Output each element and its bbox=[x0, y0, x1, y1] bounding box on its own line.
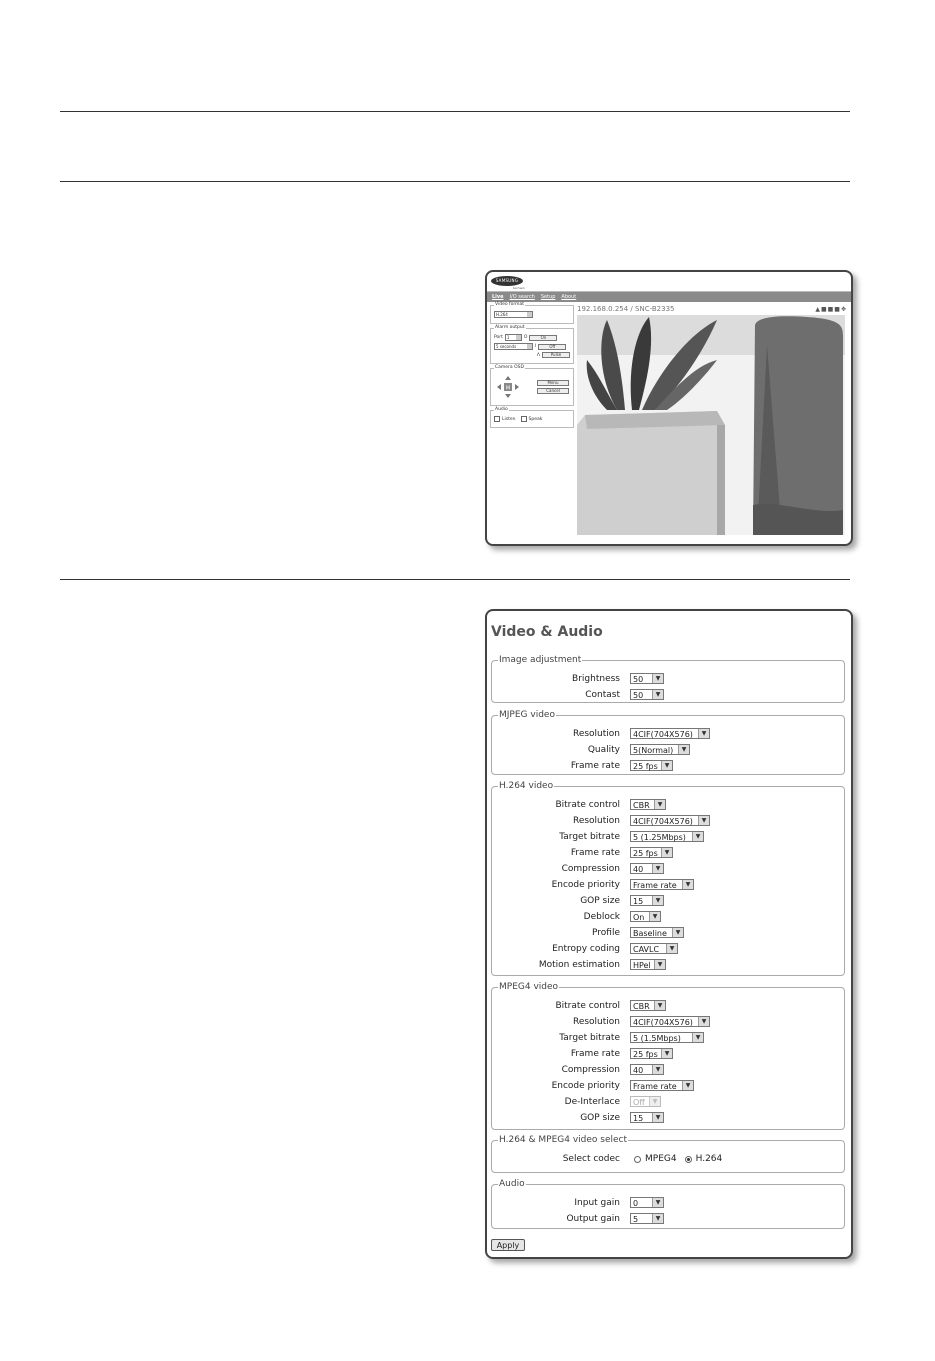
mpeg4-compression-value: 40 bbox=[633, 1066, 644, 1075]
h264-resolution-value: 4CIF(704X576) bbox=[633, 817, 693, 826]
h264-video-legend: H.264 video bbox=[499, 781, 554, 791]
live-video-image bbox=[577, 315, 845, 535]
h264-motion-estimation-label: Motion estimation bbox=[538, 960, 620, 970]
mpeg4-deinterlace-value: Off bbox=[633, 1098, 645, 1107]
alarm-off-button[interactable]: Off bbox=[538, 344, 566, 350]
osd-center-label: M bbox=[505, 385, 511, 392]
h264-gop-size-label: GOP size bbox=[580, 896, 620, 906]
rule-top bbox=[60, 111, 850, 112]
h264-target-bitrate-label: Target bitrate bbox=[559, 832, 620, 842]
mpeg4-encode-priority-value: Frame rate bbox=[633, 1082, 677, 1091]
h264-radio-label: H.264 bbox=[695, 1154, 723, 1164]
camera-address: 192.168.0.254 / SNC-B2335 bbox=[577, 305, 675, 313]
chevron-down-icon: ▼ bbox=[692, 1033, 703, 1042]
mpeg4-deinterlace-label: De-Interlace bbox=[564, 1097, 620, 1107]
port-label: Port bbox=[494, 335, 503, 340]
video-format-select[interactable]: H.264 bbox=[494, 311, 533, 318]
mjpeg-framerate-value: 25 fps bbox=[633, 762, 658, 771]
mjpeg-resolution-value: 4CIF(704X576) bbox=[633, 730, 693, 739]
fullscreen-icon[interactable]: ■ bbox=[834, 306, 841, 313]
chevron-down-icon: ▼ bbox=[652, 1198, 663, 1207]
video-audio-screenshot bbox=[485, 609, 853, 1259]
audio-settings-legend: Audio bbox=[499, 1179, 525, 1189]
mpeg4-gop-size-value: 15 bbox=[633, 1114, 644, 1123]
h264-profile-value: Baseline bbox=[633, 929, 667, 938]
h264-profile-select[interactable] bbox=[630, 927, 684, 938]
image-adjustment-legend: Image adjustment bbox=[499, 655, 582, 665]
video-format-group bbox=[490, 302, 574, 324]
page-title: Video & Audio bbox=[491, 624, 603, 640]
logo-subtitle: techwin bbox=[513, 286, 525, 290]
chevron-down-icon: ▼ bbox=[652, 674, 663, 683]
listen-label: Listen bbox=[502, 416, 516, 422]
h264-motion-estimation-select[interactable] bbox=[630, 959, 666, 970]
chevron-down-icon: ▼ bbox=[692, 832, 703, 841]
mjpeg-resolution-label: Resolution bbox=[572, 729, 620, 739]
mpeg4-gop-size-select[interactable] bbox=[630, 1112, 664, 1123]
h264-entropy-coding-select[interactable] bbox=[630, 943, 678, 954]
video-format-label: Video format bbox=[495, 302, 525, 307]
mpeg4-framerate-select[interactable] bbox=[630, 1048, 673, 1059]
chevron-down-icon: ▼ bbox=[654, 960, 665, 969]
chevron-down-icon: ▼ bbox=[652, 690, 663, 699]
chevron-down-icon: ▼ bbox=[698, 729, 709, 738]
viewer-toolbar-icons bbox=[815, 306, 847, 313]
mjpeg-video-group bbox=[491, 710, 845, 775]
camera-osd-group bbox=[490, 365, 574, 406]
off-state-icon: I bbox=[535, 344, 537, 349]
input-gain-value: 0 bbox=[633, 1199, 639, 1208]
chevron-down-icon: ▼ bbox=[652, 1113, 663, 1122]
duration-select[interactable]: 5 seconds bbox=[494, 343, 533, 350]
chevron-down-icon: ▼ bbox=[649, 1097, 660, 1106]
mpeg4-encode-priority-select[interactable] bbox=[630, 1080, 694, 1091]
h264-gop-size-select[interactable] bbox=[630, 895, 664, 906]
print-icon[interactable]: ■ bbox=[827, 306, 835, 313]
nav-live[interactable]: Live bbox=[492, 294, 504, 300]
codec-select-group bbox=[491, 1135, 845, 1173]
h264-radio[interactable] bbox=[685, 1156, 692, 1163]
chevron-down-icon: ▼ bbox=[672, 928, 683, 937]
brightness-select[interactable] bbox=[630, 673, 664, 684]
mpeg4-video-group bbox=[491, 982, 845, 1130]
chevron-down-icon: ▼ bbox=[661, 761, 672, 770]
chevron-down-icon: ▼ bbox=[652, 864, 663, 873]
mjpeg-quality-value: 5(Normal) bbox=[633, 746, 674, 755]
h264-compression-label: Compression bbox=[561, 864, 620, 874]
h264-deblock-select[interactable] bbox=[630, 911, 661, 922]
alarm-output-group bbox=[490, 325, 574, 364]
output-gain-select[interactable] bbox=[630, 1213, 664, 1224]
mpeg4-encode-priority-label: Encode priority bbox=[551, 1081, 620, 1091]
h264-deblock-label: Deblock bbox=[583, 912, 620, 922]
h264-bitrate-control-label: Bitrate control bbox=[555, 800, 620, 810]
alarm-output-label: Alarm output bbox=[495, 325, 525, 330]
pulse-icon: Λ bbox=[536, 352, 540, 358]
osd-menu-button[interactable]: Menu bbox=[537, 380, 569, 386]
mpeg4-compression-label: Compression bbox=[561, 1065, 620, 1075]
mpeg4-deinterlace-select bbox=[630, 1096, 661, 1107]
viewer-nav bbox=[487, 292, 851, 302]
chevron-down-icon: ▼ bbox=[682, 880, 693, 889]
port-select[interactable]: 1 bbox=[505, 334, 522, 341]
h264-gop-size-value: 15 bbox=[633, 897, 644, 906]
h264-video-group bbox=[491, 781, 845, 976]
audio-group bbox=[490, 407, 574, 428]
h264-target-bitrate-select[interactable] bbox=[630, 831, 704, 842]
alarm-on-button[interactable]: On bbox=[529, 335, 557, 341]
h264-motion-estimation-value: HPel bbox=[633, 961, 651, 970]
mpeg4-bitrate-control-select[interactable] bbox=[630, 1000, 666, 1011]
mjpeg-quality-label: Quality bbox=[587, 745, 620, 755]
h264-resolution-label: Resolution bbox=[572, 816, 620, 826]
contrast-select[interactable] bbox=[630, 689, 664, 700]
samsung-logo: SAMSUNG bbox=[491, 276, 523, 286]
h264-encode-priority-value: Frame rate bbox=[633, 881, 677, 890]
brightness-label: Brightness bbox=[572, 674, 620, 684]
select-codec-label: Select codec bbox=[562, 1154, 620, 1164]
h264-deblock-value: On bbox=[633, 913, 645, 922]
codec-select-legend: H.264 & MPEG4 video select bbox=[499, 1135, 628, 1145]
chevron-down-icon: ▼ bbox=[682, 1081, 693, 1090]
mpeg4-resolution-select[interactable] bbox=[630, 1016, 710, 1027]
audio-settings-group bbox=[491, 1179, 845, 1229]
h264-bitrate-control-select[interactable] bbox=[630, 799, 666, 810]
brightness-value: 50 bbox=[633, 675, 644, 684]
mpeg4-compression-select[interactable] bbox=[630, 1064, 664, 1075]
alarm-pulse-button[interactable]: Pulse bbox=[542, 352, 570, 358]
mjpeg-framerate-label: Frame rate bbox=[570, 761, 620, 771]
mpeg4-resolution-value: 4CIF(704X576) bbox=[633, 1018, 693, 1027]
output-gain-label: Output gain bbox=[566, 1214, 620, 1224]
viewer-screenshot bbox=[485, 270, 853, 546]
h264-compression-value: 40 bbox=[633, 865, 644, 874]
h264-compression-select[interactable] bbox=[630, 863, 664, 874]
rule-third bbox=[60, 579, 850, 580]
mpeg4-resolution-label: Resolution bbox=[572, 1017, 620, 1027]
mjpeg-resolution-select[interactable] bbox=[630, 728, 710, 739]
mjpeg-framerate-select[interactable] bbox=[630, 760, 673, 771]
nav-setup[interactable]: Setup bbox=[540, 294, 556, 300]
h264-bitrate-control-value: CBR bbox=[633, 801, 650, 810]
chevron-down-icon: ▼ bbox=[652, 1065, 663, 1074]
nav-io-search[interactable]: I/O search bbox=[509, 294, 535, 300]
capture-icon[interactable]: ■ bbox=[820, 306, 828, 313]
speak-label: Speak bbox=[528, 416, 543, 422]
audio-label: Audio bbox=[495, 407, 508, 412]
on-state-icon: O bbox=[523, 335, 528, 340]
mpeg4-target-bitrate-select[interactable] bbox=[630, 1032, 704, 1043]
mpeg4-framerate-value: 25 fps bbox=[633, 1050, 658, 1059]
contrast-label: Contast bbox=[585, 690, 620, 700]
camera-osd-label: Camera OSD bbox=[495, 365, 524, 370]
chevron-down-icon: ▼ bbox=[661, 1049, 672, 1058]
h264-framerate-value: 25 fps bbox=[633, 849, 658, 858]
chevron-down-icon: ▼ bbox=[698, 1017, 709, 1026]
osd-cancel-button[interactable]: Cancel bbox=[537, 388, 569, 394]
nav-about[interactable]: About bbox=[561, 294, 577, 300]
chevron-down-icon: ▼ bbox=[666, 944, 677, 953]
h264-entropy-coding-value: CAVLC bbox=[633, 945, 660, 954]
rule-second bbox=[60, 181, 850, 182]
mpeg4-target-bitrate-value: 5 (1.5Mbps) bbox=[633, 1034, 681, 1043]
chevron-down-icon: ▼ bbox=[652, 896, 663, 905]
h264-entropy-coding-label: Entropy coding bbox=[552, 944, 620, 954]
codec-radio-group bbox=[634, 1153, 722, 1166]
viewer-left-panel bbox=[490, 302, 574, 432]
chevron-down-icon: ▼ bbox=[654, 800, 665, 809]
chevron-down-icon: ▼ bbox=[698, 816, 709, 825]
h264-profile-label: Profile bbox=[592, 928, 620, 938]
mpeg4-bitrate-control-value: CBR bbox=[633, 1002, 650, 1011]
output-gain-value: 5 bbox=[633, 1215, 639, 1224]
chevron-down-icon: ▼ bbox=[652, 1214, 663, 1223]
input-gain-select[interactable] bbox=[630, 1197, 664, 1208]
viewer-header bbox=[487, 272, 851, 292]
mpeg4-video-legend: MPEG4 video bbox=[499, 982, 559, 992]
mpeg4-radio-label: MPEG4 bbox=[645, 1154, 677, 1164]
h264-framerate-select[interactable] bbox=[630, 847, 673, 858]
chevron-down-icon: ▼ bbox=[654, 1001, 665, 1010]
chevron-down-icon: ▼ bbox=[678, 745, 689, 754]
chevron-down-icon: ▼ bbox=[649, 912, 660, 921]
mpeg4-target-bitrate-label: Target bitrate bbox=[559, 1033, 620, 1043]
chevron-down-icon: ▼ bbox=[661, 848, 672, 857]
input-gain-label: Input gain bbox=[574, 1198, 620, 1208]
h264-encode-priority-label: Encode priority bbox=[551, 880, 620, 890]
h264-encode-priority-select[interactable] bbox=[630, 879, 694, 890]
mjpeg-video-legend: MJPEG video bbox=[499, 710, 555, 720]
home-icon[interactable]: ▲ bbox=[815, 306, 821, 313]
apply-button[interactable]: Apply bbox=[491, 1239, 525, 1251]
speak-checkbox[interactable] bbox=[521, 416, 527, 422]
mpeg4-bitrate-control-label: Bitrate control bbox=[555, 1001, 620, 1011]
mjpeg-quality-select[interactable] bbox=[630, 744, 690, 755]
mpeg4-gop-size-label: GOP size bbox=[580, 1113, 620, 1123]
mpeg4-radio[interactable] bbox=[634, 1156, 641, 1163]
h264-resolution-select[interactable] bbox=[630, 815, 710, 826]
image-adjustment-group bbox=[491, 655, 845, 703]
h264-target-bitrate-value: 5 (1.25Mbps) bbox=[633, 833, 686, 842]
move-icon[interactable]: ✥ bbox=[840, 306, 847, 313]
h264-framerate-label: Frame rate bbox=[570, 848, 620, 858]
contrast-value: 50 bbox=[633, 691, 644, 700]
listen-checkbox[interactable] bbox=[494, 416, 500, 422]
mpeg4-framerate-label: Frame rate bbox=[570, 1049, 620, 1059]
direction-pad-icon[interactable] bbox=[496, 375, 520, 399]
